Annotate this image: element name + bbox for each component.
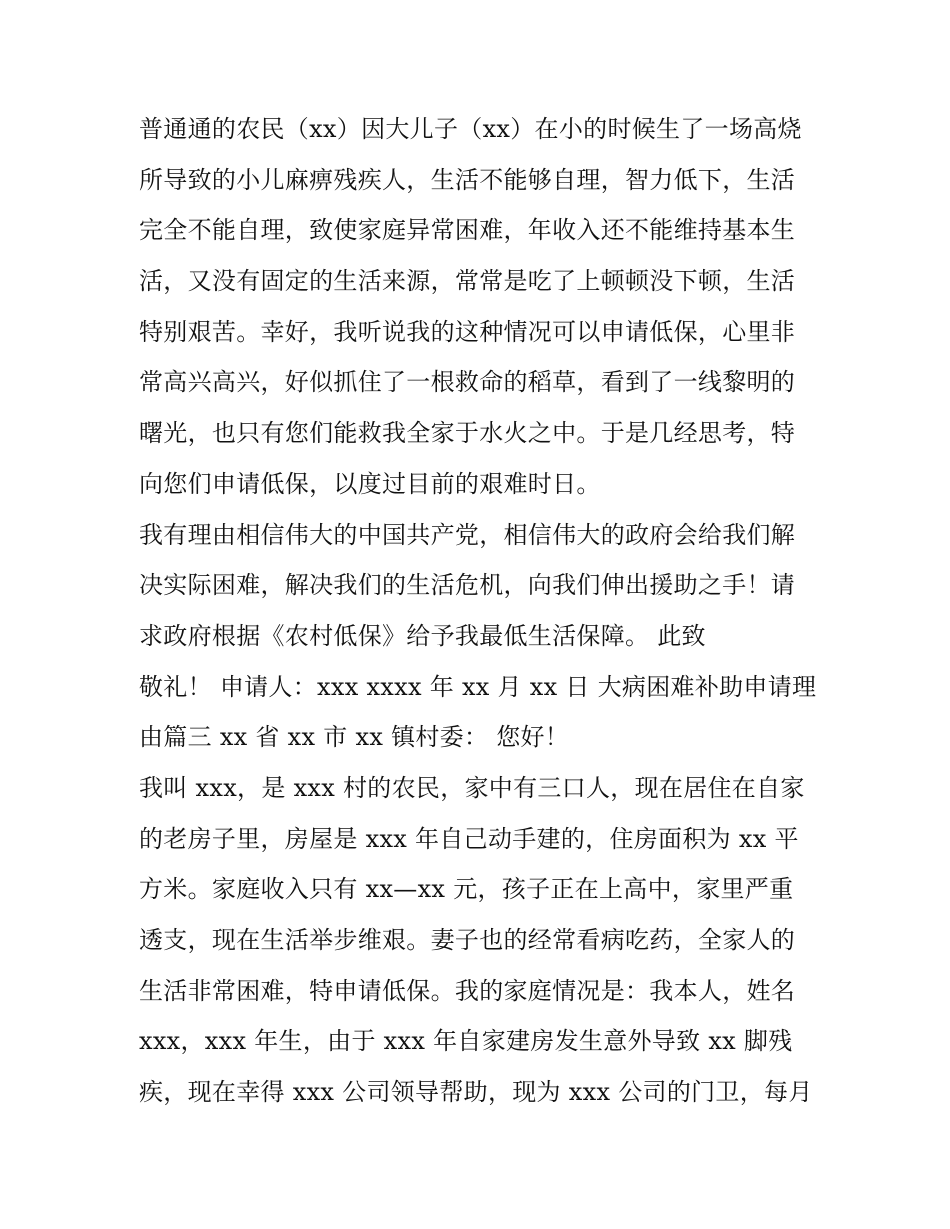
text-line: 普通通的农民（xx）因大儿子（xx）在小的时候生了一场高烧 [139, 115, 802, 143]
document-body [139, 104, 829, 1118]
text-line: 所导致的小儿麻痹残疾人，生活不能够自理，智力低下，生活 [139, 165, 796, 194]
text-line: xxx，xxx 年生，由于 xxx 年自家建房发生意外导致 xx 脚残 [139, 1027, 793, 1056]
text-line: 向您们申请低保，以度过目前的艰难时日。 [139, 469, 601, 498]
text-line: 求政府根据《农村低保》给予我最低生活保障。 此致 [139, 621, 706, 650]
text-line: 透支，现在生活举步维艰。妻子也的经常看病吃药，全家人的 [139, 926, 796, 954]
text-line: 疾，现在幸得 xxx 公司领导帮助，现为 xxx 公司的门卫，每月 [139, 1078, 813, 1107]
text-line: 常高兴高兴，好似抓住了一根救命的稻草，看到了一线黎明的 [139, 368, 796, 397]
text-line: 决实际困难，解决我们的生活危机，向我们伸出援助之手！请 [139, 571, 796, 600]
text-line: 由篇三 xx 省 xx 市 xx 镇村委： 您好！ [139, 723, 570, 752]
text-line: 曙光，也只有您们能救我全家于水火之中。于是几经思考，特 [139, 419, 796, 448]
text-line: 活，又没有固定的生活来源，常常是吃了上顿顿没下顿，生活 [139, 267, 796, 296]
text-line: 完全不能自理，致使家庭异常困难，年收入还不能维持基本生 [139, 216, 796, 245]
text-line: 我有理由相信伟大的中国共产党，相信伟大的政府会给我们解 [139, 520, 796, 549]
text-line: 的老房子里，房屋是 xxx 年自己动手建的，住房面积为 xx 平 [139, 824, 799, 853]
text-line: 生活非常困难，特申请低保。我的家庭情况是：我本人，姓名 [139, 976, 796, 1005]
text-line: 方米。家庭收入只有 xx—xx 元，孩子正在上高中，家里严重 [139, 875, 794, 904]
text-line: 敬礼！ 申请人：xxx xxxx 年 xx 月 xx 日 大病困难补助申请理 [139, 672, 817, 701]
text-line: 我叫 xxx，是 xxx 村的农民，家中有三口人，现在居住在自家 [139, 773, 805, 802]
text-line: 特别艰苦。幸好，我听说我的这种情况可以申请低保，心里非 [139, 317, 796, 346]
